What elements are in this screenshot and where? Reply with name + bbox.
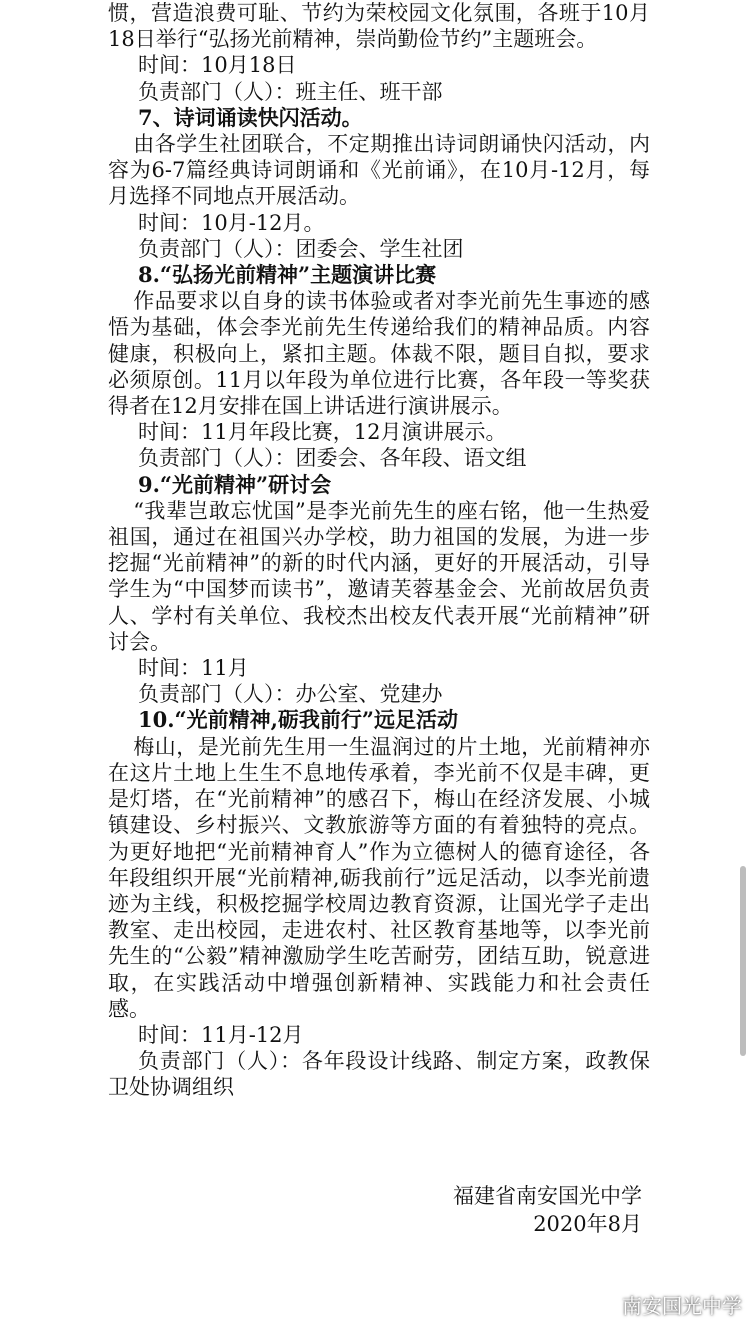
section-8-body: 作品要求以自身的读书体验或者对李光前先生事迹的感悟为基础，体会李光前先生传递给我们的精神品质。内容健康，积极向上，紧扣主题。体裁不限，题目自拟，要求必须原创。11月以年段为单位进行比赛，各年段一等奖获得者在12月安排在国上讲话进行演讲展示。: [108, 289, 650, 419]
section-10-dept: 负责部门（人）：各年段设计线路、制定方案，政教保卫处协调组织: [108, 1049, 650, 1100]
section-9-heading: 9.“光前精神”研讨会: [138, 471, 332, 497]
section-10-heading: 10.“光前精神,砺我前行”远足活动: [138, 707, 459, 733]
section-10-time: 时间：11月-12月: [138, 1022, 304, 1047]
section-8-time: 时间：11月年段比赛，12月演讲展示。: [138, 420, 507, 445]
wechat-watermark: [588, 1287, 742, 1321]
watermark-text: 南安国光中学: [622, 1293, 742, 1318]
scrollbar-thumb[interactable]: [740, 866, 746, 1056]
signature-date: 2020年8月: [533, 1212, 642, 1236]
intro-paragraph: 惯，营造浪费可耻、节约为荣校园文化氛围，各班于10月18日举行“弘扬光前精神，崇尚勤俭节约”主题班会。: [108, 1, 650, 52]
section-7-heading: 7、诗词诵读快闪活动。: [138, 104, 363, 130]
section-9-dept: 负责部门（人）：办公室、党建办: [138, 682, 443, 707]
section-8-heading: 8.“弘扬光前精神”主题演讲比赛: [138, 262, 437, 288]
section-10-body: 梅山，是光前先生用一生温润过的片土地，光前精神亦在这片土地上生生不息地传承着，李光前不仅是丰碑，更是灯塔，在“光前精神”的感召下，梅山在经济发展、小城镇建设、乡村振兴、文教旅游等方面的有着独特的亮点。为更好地把“光前精神育人”作为立德树人的德育途径，各年段组织开展“光前精神,砺我前行”远足活动，以李光前遗迹为主线，积极挖掘学校周边教育资源，让国光学子走出教室、走出校园，走进农村、社区教育基地等，以李光前先生的“公毅”精神激励学生吃苦耐劳，团结互助，锐意进取，在实践活动中增强创新精神、实践能力和社会责任感。: [108, 734, 650, 1021]
section-8-dept: 负责部门（人）：团委会、各年段、语文组: [138, 446, 527, 471]
intro-dept: 负责部门（人）：班主任、班干部: [138, 79, 443, 104]
intro-time: 时间：10月18日: [138, 53, 297, 78]
section-9-time: 时间：11月: [138, 656, 249, 681]
document-body: [108, 0, 650, 1101]
section-7-dept: 负责部门（人）：团委会、学生社团: [138, 236, 464, 261]
section-7-body: 由各学生社团联合，不定期推出诗词朗诵快闪活动，内容为6-7篇经典诗词朗诵和《光前诵》，在10月-12月，每月选择不同地点开展活动。: [108, 132, 650, 209]
section-7-time: 时间：10月-12月。: [138, 210, 325, 235]
section-9-body: “我辈岂敢忘忧国”是李光前先生的座右铭，他一生热爱祖国，通过在祖国兴办学校，助力祖国的发展，为进一步挖掘“光前精神”的新的时代内涵，更好的开展活动，引导学生为“中国梦而读书”，邀请芙蓉基金会、光前故居负责人、学村有关单位、我校杰出校友代表开展“光前精神”研讨会。: [108, 498, 650, 654]
wechat-icon: [588, 1292, 616, 1316]
signature-org: 福建省南安国光中学: [453, 1184, 642, 1208]
